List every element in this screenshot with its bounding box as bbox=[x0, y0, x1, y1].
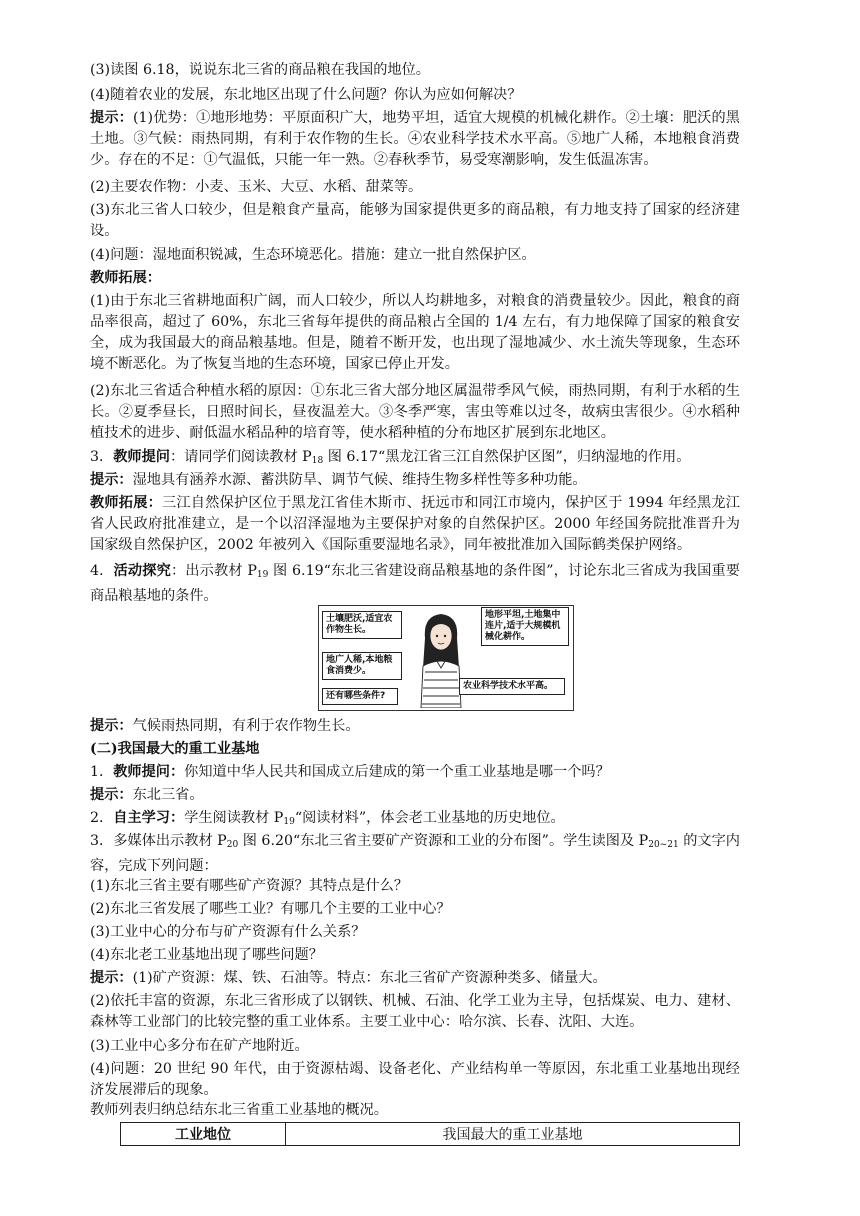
problem-2: (2)东北三省发展了哪些工业？有哪几个主要的工业中心？ bbox=[90, 901, 451, 917]
step-text-2: 图 6.20“东北三省主要矿产资源和工业的分布图”。学生读图及 P bbox=[238, 833, 649, 849]
step-text-2: 图 6.19“东北三省建设商品粮基地的条件图”，讨论东北三省成为我国重要商品粮基地的条件。 bbox=[90, 563, 740, 604]
answer-4: (4)问题：湿地面积锐减，生态环境恶化。措施：建立一批自然保护区。 bbox=[90, 247, 536, 263]
result-4: (4)问题：20 世纪 90 年代，由于资源枯竭、设备老化、产业结构单一等原因，东北重工业基地出现经济发展滞后的现象。 bbox=[90, 1061, 740, 1098]
step-number: 1． bbox=[90, 764, 114, 780]
extension-text: 三江自然保护区位于黑龙江省佳木斯市、抚远市和同江市境内，保护区于 1994 年经黑龙江省人民政府批准建立，是一个以沼泽湿地为主要保护对象的自然保护区。2000 年经国务院批准晋升为国家级自然保护区，2002 年被列入《国际重要湿地名录》，同年被批准加入国际鹤类保护网络。 bbox=[90, 495, 740, 553]
extension-paragraph-2: (2)东北三省适合种植水稻的原因：①东北三省大部分地区属温带季风气候，雨热同期，有利于水稻的生长。②夏季昼长，日照时间长，昼夜温差大。③冬季严寒，害虫等难以过冬，故病虫害很少。④水稻种植技术的进步、耐低温水稻品种的培育等，使水稻种植的分布地区扩展到东北地区。 bbox=[90, 383, 740, 441]
step-label: 自主学习： bbox=[113, 810, 185, 826]
step-label: 教师提问： bbox=[113, 764, 185, 780]
task-1 bbox=[90, 762, 740, 783]
problem-4: (4)东北老工业基地出现了哪些问题？ bbox=[90, 947, 323, 963]
hint-label: 提示： bbox=[90, 718, 133, 734]
step-text: 3．多媒体出示教材 P bbox=[90, 833, 227, 849]
hint-label: 提示： bbox=[90, 110, 133, 126]
bubble-soil: 土壤肥沃,适宜农作物生长。 bbox=[322, 611, 402, 639]
page-subscript: 19 bbox=[283, 817, 295, 827]
hint-paragraph-2 bbox=[90, 470, 740, 491]
step-label: 教师提问 bbox=[113, 449, 170, 465]
step-number: 4． bbox=[90, 563, 114, 579]
step-text: ：出示教材 P bbox=[170, 563, 257, 579]
section-heading-heavy-industry: (二)我国最大的重工业基地 bbox=[90, 741, 260, 757]
page-subscript: 19 bbox=[256, 570, 269, 580]
bubble-tech: 农业科学技术水平高。 bbox=[459, 678, 565, 695]
hint-label: 提示： bbox=[90, 787, 133, 803]
step-text: 你知道中华人民共和国成立后建成的第一个重工业基地是哪一个吗？ bbox=[184, 764, 610, 780]
hint-label: 提示： bbox=[90, 970, 133, 986]
step-3-teacher-question bbox=[90, 447, 740, 472]
extension-label: 教师拓展： bbox=[90, 495, 162, 511]
table-key-cell: 工业地位 bbox=[121, 1123, 286, 1146]
problem-1: (1)东北三省主要有哪些矿产资源？其特点是什么？ bbox=[90, 878, 409, 894]
step-number: 2． bbox=[90, 810, 114, 826]
hint-text: 气候雨热同期，有利于农作物生长。 bbox=[132, 718, 360, 734]
bubble-land: 地广人稀,本地粮食消费少。 bbox=[322, 652, 402, 680]
table-row bbox=[121, 1123, 740, 1146]
summary-intro: 教师列表归纳总结东北三省重工业基地的概况。 bbox=[90, 1102, 388, 1118]
industry-summary-table bbox=[120, 1122, 740, 1146]
step-text-2: 图 6.17“黑龙江省三江自然保护区图”，归纳湿地的作用。 bbox=[323, 449, 691, 465]
task-2 bbox=[90, 808, 740, 833]
page-subscript: 18 bbox=[311, 456, 324, 466]
step-number: 3． bbox=[90, 449, 114, 465]
hint-text: (1)矿产资源：煤、铁、石油等。特点：东北三省矿产资源种类多、储量大。 bbox=[132, 970, 607, 986]
hint-text: 湿地具有涵养水源、蓄洪防旱、调节气候、维持生物多样性等多种功能。 bbox=[132, 472, 587, 488]
hint-paragraph-3 bbox=[90, 716, 740, 737]
hint-paragraph-1 bbox=[90, 108, 740, 171]
step-text-3: 的文字内容，完成下列问题： bbox=[90, 833, 740, 874]
grain-base-conditions-figure bbox=[318, 605, 574, 711]
table-value-cell: 我国最大的重工业基地 bbox=[286, 1123, 740, 1146]
teacher-extension-heading: 教师拓展： bbox=[90, 270, 161, 286]
hint-text: (1)优势：①地形地势：平原面积广大，地势平坦，适宜大规模的机械化耕作。②土壤：肥沃的黑土地。③气候：雨热同期，有利于农作物的生长。④农业科学技术水平高。⑤地广人稀，本地粮食消费少。存在的不足：①气温低，只能一年一熟。②春秋季节，易受寒潮影响，发生低温冻害。 bbox=[90, 110, 740, 168]
bubble-other: 还有哪些条件? bbox=[322, 688, 398, 705]
bubble-terrain: 地形平坦,土地集中连片,适于大规模机械化耕作。 bbox=[481, 607, 569, 646]
step-4-activity bbox=[90, 561, 740, 607]
step-text-2: “阅读材料”，体会老工业基地的历史地位。 bbox=[294, 810, 565, 826]
problem-3: (3)工业中心的分布与矿产资源有什么关系？ bbox=[90, 924, 366, 940]
result-2: (2)依托丰富的资源，东北三省形成了以钢铁、机械、石油、化学工业为主导，包括煤炭、电力、建材、森林等工业部门的比较完整的重工业体系。主要工业中心：哈尔滨、长春、沈阳、大连。 bbox=[90, 993, 740, 1030]
question-4: (4)随着农业的发展，东北地区出现了什么问题？你认为应如何解决？ bbox=[90, 87, 522, 103]
step-text: ：请同学们阅读教材 P bbox=[169, 449, 312, 465]
answer-2: (2)主要农作物：小麦、玉米、大豆、水稻、甜菜等。 bbox=[90, 179, 423, 195]
extension-paragraph-3 bbox=[90, 493, 740, 556]
page-subscript: 20 bbox=[226, 840, 239, 850]
hint-label: 提示： bbox=[90, 472, 133, 488]
step-label: 活动探究 bbox=[113, 563, 171, 579]
hint-paragraph-4 bbox=[90, 785, 740, 806]
result-3: (3)工业中心多分布在矿产地附近。 bbox=[90, 1038, 309, 1054]
task-3 bbox=[90, 831, 740, 877]
hint-text: 东北三省。 bbox=[132, 787, 204, 803]
extension-paragraph-1: (1)由于东北三省耕地面积广阔，而人口较少，所以人均耕地多，对粮食的消费量较少。因此，粮食的商品率很高，超过了 60%，东北三省每年提供的商品粮占全国的 1/4 左右，有力地保障了国家的粮食安全，成为我国最大的商品粮基地。但是，随着不断开发，也出现了湿地减少、水土流失等现象，生态环境不断恶化。为了恢复当地的生态环境，国家已停止开发。 bbox=[90, 293, 740, 372]
hint-paragraph-5 bbox=[90, 968, 740, 989]
question-3: (3)读图 6.18，说说东北三省的商品粮在我国的地位。 bbox=[90, 62, 430, 78]
step-text: 学生阅读教材 P bbox=[184, 810, 284, 826]
page-subscript-2: 20~21 bbox=[648, 840, 679, 850]
answer-3: (3)东北三省人口较少，但是粮食产量高，能够为国家提供更多的商品粮，有力地支持了国家的经济建设。 bbox=[90, 202, 740, 239]
